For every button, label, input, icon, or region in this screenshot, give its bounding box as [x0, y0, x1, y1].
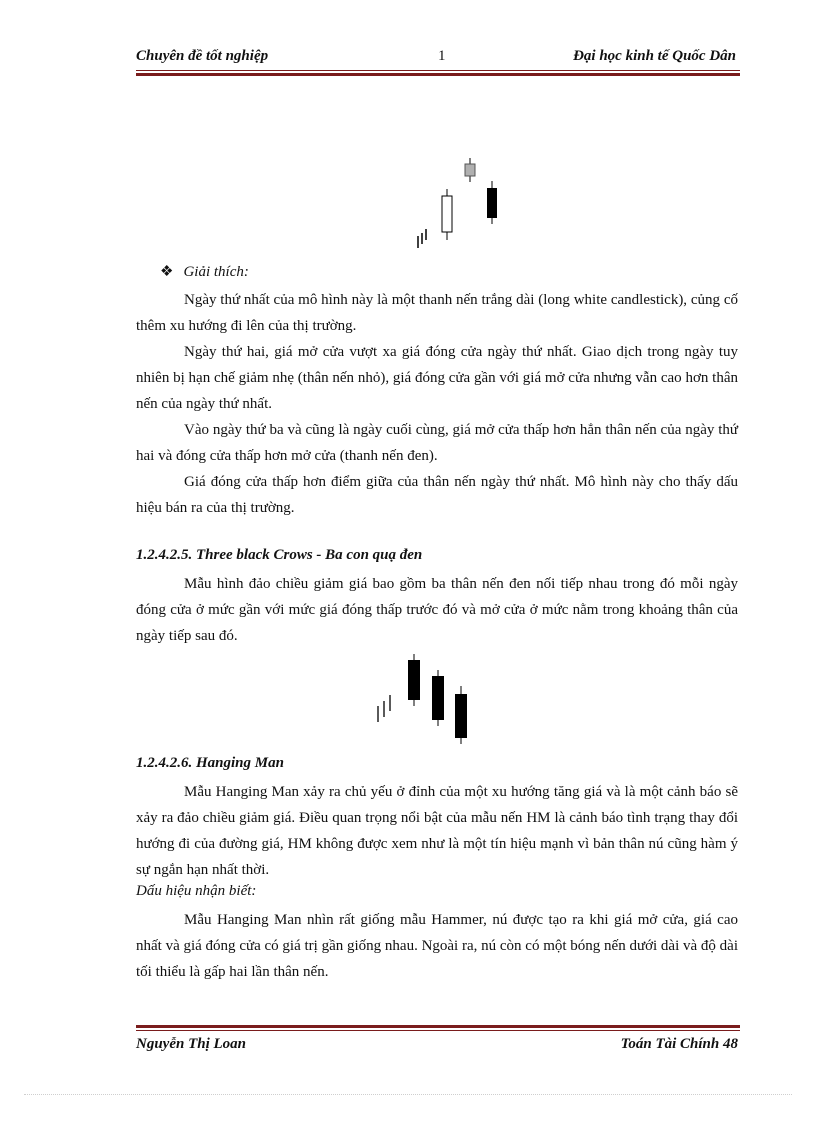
page-number: 1: [438, 48, 446, 64]
section1-body: [136, 287, 738, 521]
sub-heading-signs: Dấu hiệu nhận biết:: [136, 883, 257, 899]
section2-body: [136, 571, 738, 649]
black-candle-body: [487, 188, 497, 218]
footer-author: Nguyễn Thị Loan: [136, 1036, 247, 1052]
candlestick-figure-2: [370, 654, 474, 748]
candlestick-figure-1: [412, 156, 508, 252]
paragraph-3: Vào ngày thứ ba và cũng là ngày cuối cùng, giá mở cửa thấp hơn hẳn thân nến của ngày thứ hai và đóng cửa thấp hơn mở cửa (thanh nến đen).: [136, 422, 738, 464]
page-bottom-dotted-line: [24, 1094, 792, 1095]
header-left: Chuyên đề tốt nghiệp: [136, 48, 269, 64]
paragraph-2: Ngày thứ hai, giá mở cửa vượt xa giá đóng cửa ngày thứ nhất. Giao dịch trong ngày tuy nhiên bị hạn chế giảm nhẹ (thân nến nhỏ), giá đóng cửa gần với giá mở cửa nhưng vẫn cao hơn thân nến của ngày thứ nhất.: [136, 344, 738, 412]
explanation-label: [160, 262, 249, 281]
small-up-candles: [418, 229, 426, 248]
paragraph-signs: Mẫu Hanging Man nhìn rất giống mẫu Hammer, nú được tạo ra khi giá mở cửa, giá cao nhất và giá đóng cửa có giá trị gần giống nhau. Ngoài ra, nú còn có một bóng nến dưới dài và độ dài tối thiểu là gấp hai lần thân nến.: [136, 912, 738, 980]
star-candle-body: [465, 164, 475, 176]
heading-hanging-man: 1.2.4.2.6. Hanging Man: [136, 755, 284, 771]
paragraph-three-black-crows: Mẫu hình đảo chiều giảm giá bao gồm ba thân nến đen nối tiếp nhau trong đó mỗi ngày đóng cửa ở mức gần với mức giá đóng thấp trước đó và mở cửa ở mức nằm trong khoảng thân của ngày tiếp sau đó.: [136, 576, 738, 644]
header-rule-thick: [136, 73, 740, 76]
diamond-bullet-icon: ❖: [160, 264, 174, 280]
heading-three-black-crows: 1.2.4.2.5. Three black Crows - Ba con quạ đen: [136, 547, 423, 563]
crow-1-body: [408, 660, 420, 700]
small-up-candles-2: [378, 695, 390, 722]
paragraph-1: Ngày thứ nhất của mô hình này là một thanh nến trắng dài (long white candlestick), củng cố thêm xu hướng đi lên của thị trường.: [136, 292, 738, 334]
footer-rule-thick: [136, 1025, 740, 1028]
header-rule-thin: [136, 70, 740, 71]
explanation-label-text: Giải thích:: [183, 264, 249, 280]
paragraph-hanging-man: Mẫu Hanging Man xảy ra chủ yếu ở đỉnh của một xu hướng tăng giá và là một cảnh báo sẽ xảy ra đảo chiều giảm giá. Điều quan trọng nổi bật của mẫu nến HM là cảnh báo tình trạng thay đổi hướng đi của đường giá, HM không được xem như là một tín hiệu mạnh vì bản thân nú cũng hàm ý sự ngắn hạn nhất thời.: [136, 784, 738, 878]
white-candle-body: [442, 196, 452, 232]
section3-body: [136, 779, 738, 883]
footer-rule-thin: [136, 1030, 740, 1031]
crow-2-body: [432, 676, 444, 720]
header-right: Đại học kinh tế Quốc Dân: [573, 48, 736, 64]
crow-3-body: [455, 694, 467, 738]
footer-class: Toán Tài Chính 48: [620, 1036, 738, 1052]
section3-body-2: [136, 907, 738, 985]
paragraph-4: Giá đóng cửa thấp hơn điểm giữa của thân nến ngày thứ nhất. Mô hình này cho thấy dấu hiệu bán ra của thị trường.: [136, 474, 738, 516]
